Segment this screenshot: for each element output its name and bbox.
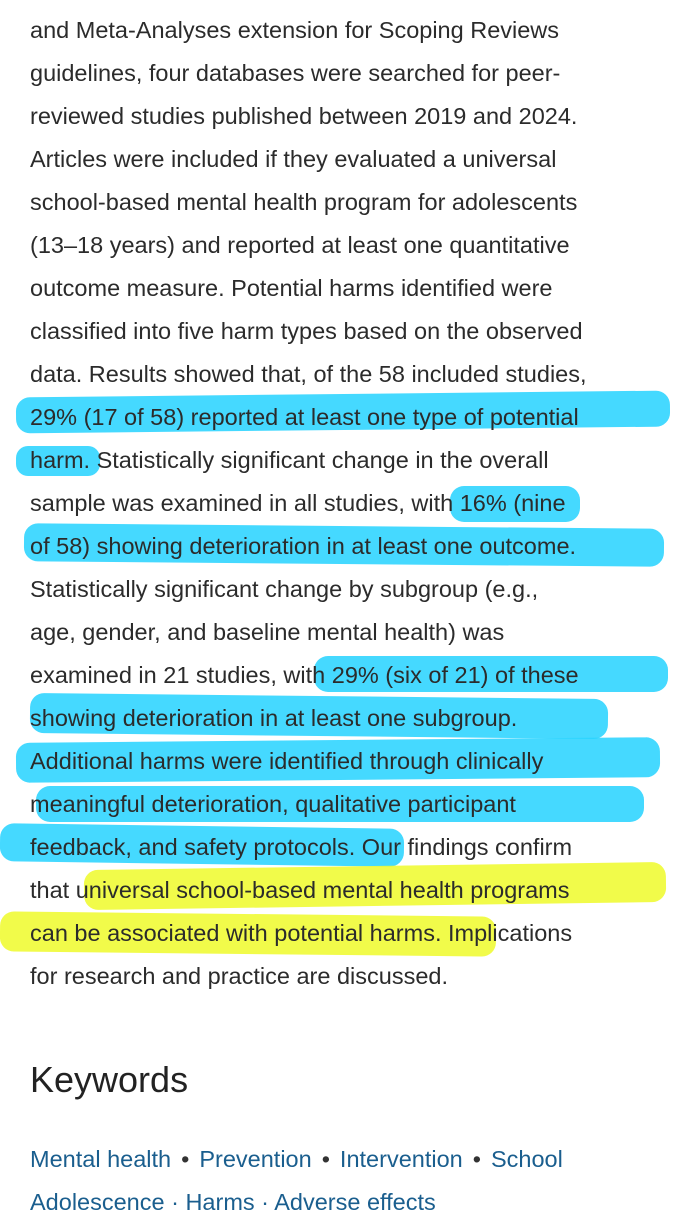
keyword-separator: • [472, 1146, 481, 1172]
abstract-line: meaningful deterioration, qualitative participant [30, 791, 516, 817]
abstract-line: Additional harms were identified through clinically [30, 748, 544, 774]
abstract-line: sample was examined in all studies, with 16% (nine [30, 490, 566, 516]
abstract-line: examined in 21 studies, with 29% (six of 21) of these [30, 662, 579, 688]
abstract-line: for research and practice are discussed. [30, 963, 448, 989]
keyword-separator: • [181, 1146, 190, 1172]
keyword-link[interactable]: Prevention [199, 1146, 312, 1172]
abstract-line: reviewed studies published between 2019 and 2024. [30, 103, 578, 129]
abstract-line: harm. Statistically significant change in the overall [30, 447, 549, 473]
keywords-list-row-2[interactable]: Adolescence · Harms · Adverse effects [30, 1189, 436, 1215]
abstract-line: classified into five harm types based on the observed [30, 318, 583, 344]
abstract-line: guidelines, four databases were searched for peer- [30, 60, 561, 86]
abstract-line: that universal school-based mental health programs [30, 877, 570, 903]
abstract-line: (13–18 years) and reported at least one quantitative [30, 232, 570, 258]
abstract-line: and Meta-Analyses extension for Scoping Reviews [30, 17, 560, 43]
abstract-line: age, gender, and baseline mental health) was [30, 619, 505, 645]
abstract-line: data. Results showed that, of the 58 included studies, [30, 361, 587, 387]
abstract-line: 29% (17 of 58) reported at least one type of potential [30, 404, 579, 430]
abstract-line: Statistically significant change by subgroup (e.g., [30, 576, 539, 602]
keyword-link[interactable]: Intervention [339, 1146, 463, 1172]
keywords-list [30, 1143, 563, 1175]
abstract-line: showing deterioration in at least one subgroup. [30, 705, 518, 731]
keyword-link[interactable]: Mental health [30, 1146, 172, 1172]
abstract-line: of 58) showing deterioration in at least one outcome. [30, 533, 577, 559]
keywords-heading: Keywords [30, 1059, 189, 1100]
keyword-separator: • [321, 1146, 330, 1172]
abstract-line: can be associated with potential harms. Implications [30, 920, 573, 946]
keyword-link[interactable]: School [490, 1146, 563, 1172]
abstract-line: school-based mental health program for adolescents [30, 189, 578, 215]
abstract-line: outcome measure. Potential harms identified were [30, 275, 553, 301]
abstract-line: feedback, and safety protocols. Our findings confirm [30, 834, 573, 860]
abstract-line: Articles were included if they evaluated a universal [30, 146, 557, 172]
